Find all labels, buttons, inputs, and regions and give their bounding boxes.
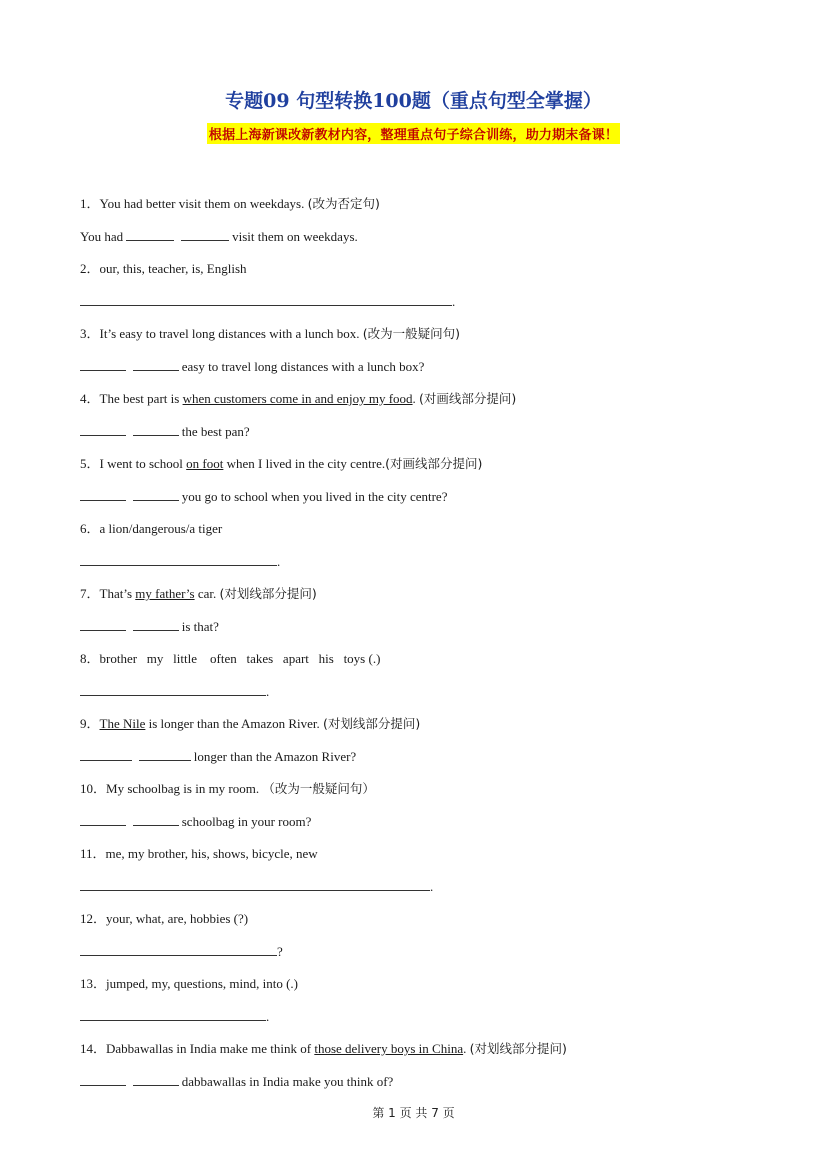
answer-line-5	[80, 488, 447, 506]
answer-end-punct: .	[266, 1009, 270, 1024]
page-title: 专题09 句型转换100题（重点句型全掌握）	[225, 90, 602, 112]
question-text: My schoolbag is in my room.	[106, 781, 263, 796]
question-number: 4．	[80, 391, 100, 406]
question-number: 9．	[80, 716, 100, 731]
answer-line-1	[80, 228, 358, 246]
answer-blank[interactable]	[80, 943, 277, 956]
question-instruction: (对划线部分提问)	[219, 586, 317, 601]
answer-line-9	[80, 748, 356, 766]
question-text: your, what, are, hobbies (?)	[106, 911, 249, 926]
answer-blank[interactable]	[80, 1073, 126, 1086]
answer-end-punct: .	[266, 684, 270, 699]
question-instruction: (对画线部分提问)	[385, 456, 483, 471]
question-text: You had better visit them on weekdays.	[99, 196, 308, 211]
answer-blank[interactable]	[80, 618, 126, 631]
answer-line-11	[80, 878, 433, 896]
answer-blank[interactable]	[133, 813, 179, 826]
question-text: car.	[194, 586, 220, 601]
answer-suffix: visit them on weekdays.	[228, 229, 358, 244]
answer-line-10	[80, 813, 311, 831]
underlined-phrase: The Nile	[99, 716, 146, 731]
question-number: 6．	[80, 521, 100, 536]
question-number: 14．	[80, 1041, 107, 1056]
question-8	[80, 650, 380, 668]
answer-line-7	[80, 618, 219, 636]
question-instruction: （改为一般疑问句）	[262, 781, 375, 796]
question-text: The best part is	[99, 391, 183, 406]
question-2	[80, 260, 247, 278]
answer-blank[interactable]	[80, 683, 266, 696]
question-1	[80, 195, 380, 213]
question-6	[80, 520, 222, 538]
answer-line-4	[80, 423, 250, 441]
answer-suffix: the best pan?	[178, 424, 250, 439]
answer-line-8	[80, 683, 269, 701]
question-text: .	[412, 391, 420, 406]
answer-blank[interactable]	[133, 358, 179, 371]
answer-blank[interactable]	[126, 228, 174, 241]
answer-blank[interactable]	[80, 423, 126, 436]
answer-blank[interactable]	[80, 1008, 266, 1021]
question-number: 12．	[80, 911, 107, 926]
answer-prefix: You had	[80, 229, 127, 244]
answer-suffix: dabbawallas in India make you think of?	[178, 1074, 394, 1089]
question-number: 2．	[80, 261, 100, 276]
question-instruction: (改为一般疑问句)	[362, 326, 460, 341]
answer-line-2	[80, 293, 455, 311]
answer-blank[interactable]	[80, 358, 126, 371]
question-12	[80, 910, 248, 928]
question-text: That’s	[99, 586, 136, 601]
question-text: is longer than the Amazon River.	[145, 716, 323, 731]
question-text: .	[463, 1041, 470, 1056]
answer-blank[interactable]	[181, 228, 229, 241]
question-text: when I lived in the city centre.	[223, 456, 386, 471]
question-text: a lion/dangerous/a tiger	[99, 521, 223, 536]
page-footer: 第 1 页 共 7 页	[372, 1106, 455, 1120]
answer-suffix: longer than the Amazon River?	[190, 749, 357, 764]
answer-blank[interactable]	[139, 748, 191, 761]
question-5	[80, 455, 482, 473]
answer-blank[interactable]	[80, 488, 126, 501]
underlined-phrase: my father’s	[135, 586, 195, 601]
question-text: me, my brother, his, shows, bicycle, new	[105, 846, 318, 861]
answer-blank[interactable]	[133, 1073, 179, 1086]
question-text: brother my little often takes apart his toys (.)	[99, 651, 381, 666]
question-number: 8．	[80, 651, 100, 666]
answer-blank[interactable]	[80, 748, 132, 761]
answer-line-14	[80, 1073, 393, 1091]
answer-suffix: schoolbag in your room?	[178, 814, 312, 829]
question-3	[80, 325, 460, 343]
question-text: Dabbawallas in India make me think of	[106, 1041, 315, 1056]
question-text: I went to school	[99, 456, 187, 471]
question-number: 7．	[80, 586, 100, 601]
question-7	[80, 585, 317, 603]
answer-blank[interactable]	[133, 423, 179, 436]
answer-blank[interactable]	[80, 553, 277, 566]
question-4	[80, 390, 516, 408]
answer-suffix: is that?	[178, 619, 219, 634]
question-number: 13．	[80, 976, 107, 991]
question-11	[80, 845, 318, 863]
question-text: our, this, teacher, is, English	[99, 261, 247, 276]
underlined-phrase: those delivery boys in China	[314, 1041, 464, 1056]
question-14	[80, 1040, 567, 1058]
answer-line-6	[80, 553, 280, 571]
question-9	[80, 715, 420, 733]
answer-suffix: easy to travel long distances with a lunch box?	[178, 359, 425, 374]
answer-blank[interactable]	[80, 293, 452, 306]
underlined-phrase: on foot	[186, 456, 224, 471]
answer-end-punct: .	[452, 294, 456, 309]
question-instruction: (对画线部分提问)	[419, 391, 517, 406]
question-text: jumped, my, questions, mind, into (.)	[106, 976, 298, 991]
answer-end-punct: ?	[277, 944, 283, 959]
subtitle-highlight: 根据上海新课改新教材内容，整理重点句子综合训练，助力期末备课！	[207, 123, 620, 144]
underlined-phrase: when customers come in and enjoy my food	[182, 391, 413, 406]
question-number: 11．	[80, 846, 106, 861]
question-text: It’s easy to travel long distances with a lunch box.	[99, 326, 363, 341]
question-13	[80, 975, 298, 993]
answer-blank[interactable]	[80, 878, 430, 891]
question-instruction: (对划线部分提问)	[323, 716, 421, 731]
question-number: 10．	[80, 781, 107, 796]
answer-line-12	[80, 943, 283, 961]
answer-line-13	[80, 1008, 269, 1026]
answer-end-punct: .	[277, 554, 281, 569]
subtitle-wrap	[0, 123, 827, 144]
question-number: 1．	[80, 196, 100, 211]
answer-end-punct: .	[430, 879, 434, 894]
answer-suffix: you go to school when you lived in the city centre?	[178, 489, 448, 504]
question-instruction: (对划线部分提问)	[469, 1041, 567, 1056]
answer-blank[interactable]	[80, 813, 126, 826]
answer-blank[interactable]	[133, 618, 179, 631]
question-number: 5．	[80, 456, 100, 471]
question-instruction: (改为否定句)	[307, 196, 380, 211]
question-10	[80, 780, 375, 798]
answer-line-3	[80, 358, 424, 376]
question-number: 3．	[80, 326, 100, 341]
answer-blank[interactable]	[133, 488, 179, 501]
